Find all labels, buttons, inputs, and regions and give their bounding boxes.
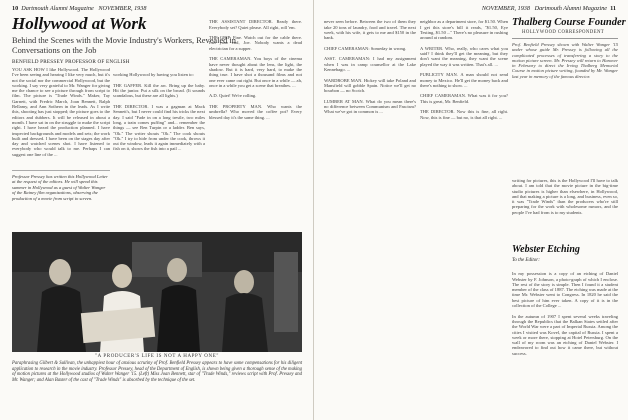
left-date: NOVEMBER, 1938: [98, 5, 147, 12]
photo-caption-title: "A PRODUCER'S LIFE IS NOT A HAPPY ONE": [94, 354, 220, 359]
right-running-head: [482, 5, 616, 12]
right-column-2-text: neighbor as a department store, for $1.50. When I get this store's bill it reads, "$1.50, Eye Testing, $1.50 ..." There's no pleasure in rushing around at random. A WRITER. Who, really, who cares what you said? I think they'll get the meaning, but they don't want the meaning, they want the scene played the way it was written. That's all. ... PUBLICITY MAN. A man should not send money to Mexico. He'll get the money back and there's nothing to show. ... CHIEF CAMERAMAN. What was it for you? This is great, Mr. Benfield. THE DIRECTOR. Now this is fine, all right. Now, this is fine — but no, is that all right. ...: [420, 19, 508, 120]
right-date: NOVEMBER, 1938: [481, 5, 530, 12]
article-subhead: Behind the Scenes with the Movie Industry's Workers, Revealed in Conversations on the Job: [12, 36, 236, 55]
section-subheading: To the Editor:: [512, 258, 540, 263]
right-heading: Thalberg Course Founder: [512, 17, 626, 28]
article-byline: BENFIELD PRESSEY PROFESSOR OF ENGLISH: [12, 59, 130, 65]
producer-photo: [12, 232, 302, 352]
right-column-3: [512, 178, 618, 240]
heading-rule: [512, 38, 618, 39]
section-body-text: In my possession is a copy of an etching of Daniel Webster by F. Johnson, a photo-graph of which I enclose. The rest of the story is simple. Then I found it a student member of the class of 1887. The etching was made at the time Mr. Webster went to Congress. In 1820 he said the best picture of him ever taken. A copy of it is in the collection of the College ... In the autumn of 1907 I spent several weeks traveling through the Republics that the Balkan States settled after the World War were a part of Imperial Russia. Among the cities I visited was Kovel, the capital of Russia. I spent a week or more there, stopping at Hotel Petersburg. On the wall of my room was an etching of Daniel Webster. I endeavored to find out how it came there, but without success.: [512, 271, 618, 356]
right-subheading: HOLLYWOOD CORRESPONDENT: [522, 30, 605, 35]
right-sidebar-caption-text: Prof. Benfield Pressey shown with Walter Wanger '15 under whose guide Mr. Pressey is following all the complicated processes of transferring a story to the motion picture screen. Mr. Pressey will return to Hanover in February to direct the Irving Thalberg Memorial Course in motion picture writing, founded by Mr. Wanger last year in memory of the famous director.: [512, 42, 618, 79]
left-page-number: 10: [12, 5, 19, 12]
right-column-3-text: writing for pictures, this is the Hollywood I'll have to talk about. I am told that the movie picture in the big-time studio pictures is higher than elsewhere, in Hollywood, and that making a picture is a long, and business, even so, it was "Trade Winds" than the producers who're still preparing for the work with wholesome rumors, and the people I've had from is to my students.: [512, 178, 618, 215]
editor-sidenote: Professor Pressey has written this Hollywood Letter at the request of the editors. He will spend this summer in Hollywood as a guest of Walter Wanger of the Rainey film organizations, observing the production of a movie from script to screen.: [12, 170, 110, 201]
right-column-1-text: never seen before. Between the two of them they take 20 tons of laundry, food and travel. The next week, with his wife, it gets to me and $150 in the bank. CHIEF CAMERAMAN: Someday in wrong. ASST. CAMERAMAN: I had my assignment when I was in camp counsellor at the Lake Kennebago. ... WARDROBE MAN. Hickey will take Poland and Mansfield will gobble Spain. Notice we'll get no bourbon — no Scotch. LUMBER AT MAN. What do you mean there's no difference between Communism and Fascism? What we've got in common is ...: [324, 19, 416, 115]
right-publication: Dartmouth Alumni Magazine: [534, 5, 608, 12]
left-publication: Dartmouth Alumni Magazine: [21, 5, 94, 12]
article-column-1: [12, 67, 110, 167]
article-column-3: [209, 14, 302, 229]
left-running-head: [12, 5, 146, 12]
right-page-number: 11: [610, 5, 616, 12]
section-body: [512, 266, 618, 410]
photo-caption: Paraphrasing Gilbert & Sullivan, the unhappiest hour of anxious scrutiny of Prof. Benfield Pressey appears to have some compensations for his diligent application to research in the movie industry. Professor Pressey, head of the Department of English, is shown being given a thorough sense of the making of motion pictures at the Hollywood studios of Walter Wanger '15. (Left) Miss Joan Bennett, star of "Trade Winds," reviews script with Prof. Pressey and Mr. Wanger; and Alan Baxter of the cast of "Trade Winds" is absorbed by the technique of the set.: [12, 361, 302, 383]
right-page: [314, 0, 628, 420]
article-title: Hollywood at Work: [12, 14, 147, 33]
article-column-2-text: working Hollywood by having you listen to: THE GAFFER. Kill the arc. Bring up the baby. Hit the junior. Put a silk on the broad. (It sounds scandalous, but these are all lights.) THE DIRECTOR. I was a gagman at Mack Sennett's, but I never could find his tricks the next day. I said "Fade in on a long trestle, two miles long, a train comes puffing" and... remember the things — see Ben Turpin or a ladder. Ben says, "Ok." The writer shouts "Ok." The cook shouts "Ok." I try to hide from under the cook, throws it out the window, leads it again immediately with a fish on it, shows the fish into a pail ...: [113, 72, 205, 152]
right-sidebar-caption: [512, 42, 618, 104]
right-column-1: [324, 14, 416, 408]
article-column-1-text: YOU ASK HOW I like Hollywood. The Hollywood I've been seeing and hearing I like very much, but it's not the social nor the commercial Hollywood, but the working. I say very grateful to Mr. Wanger for giving me the chance to see a picture through from script to film. The picture is "Trade Winds." Maker, Tay Garnett, with Fredric March, Joan Bennett, Ralph Bellamy, and Ann Sothern in the leads. As I write this, shooting has just stopped; the picture goes to the editors and dubbers. It will be released in about a month. I have sat in on the struggle to make the script right. I have heard the production planned. I have inspected backgrounds and models and sets; the work built and dressed. I have been on the stages day after day and watched scenes shot. I have listened to everybody who would talk to me. Perhaps I can suggest one line of the ...: [12, 67, 110, 157]
section-heading: Webster Etching: [512, 244, 580, 255]
article-column-3-text: THE ASSISTANT DIRECTOR. Ready there. Everybody set? Quiet please. All right, roll 'em. THE GRIP. Fine. Watch out for the cable there. Lift your end, Joe. Nobody wants a dead electrician for a supper. THE CAMERAMAN. You boys of the cinema have never thought about the lens, the light, the shadow. But it is hard, very hard, to make the thing true. I have shot a thousand films and not one ever came out right. But once in a while — ah, once in a while you get a scene that breathes. ... A.D. Quiet! We're rolling. THE PROPERTY MAN. Who wants the umbrella? Who moved the coffee pot? Every blessed day it's the same thing. ...: [209, 19, 302, 120]
producer-photo-illustration: [12, 232, 302, 352]
right-column-2: [420, 14, 508, 408]
article-column-2: [113, 67, 205, 229]
